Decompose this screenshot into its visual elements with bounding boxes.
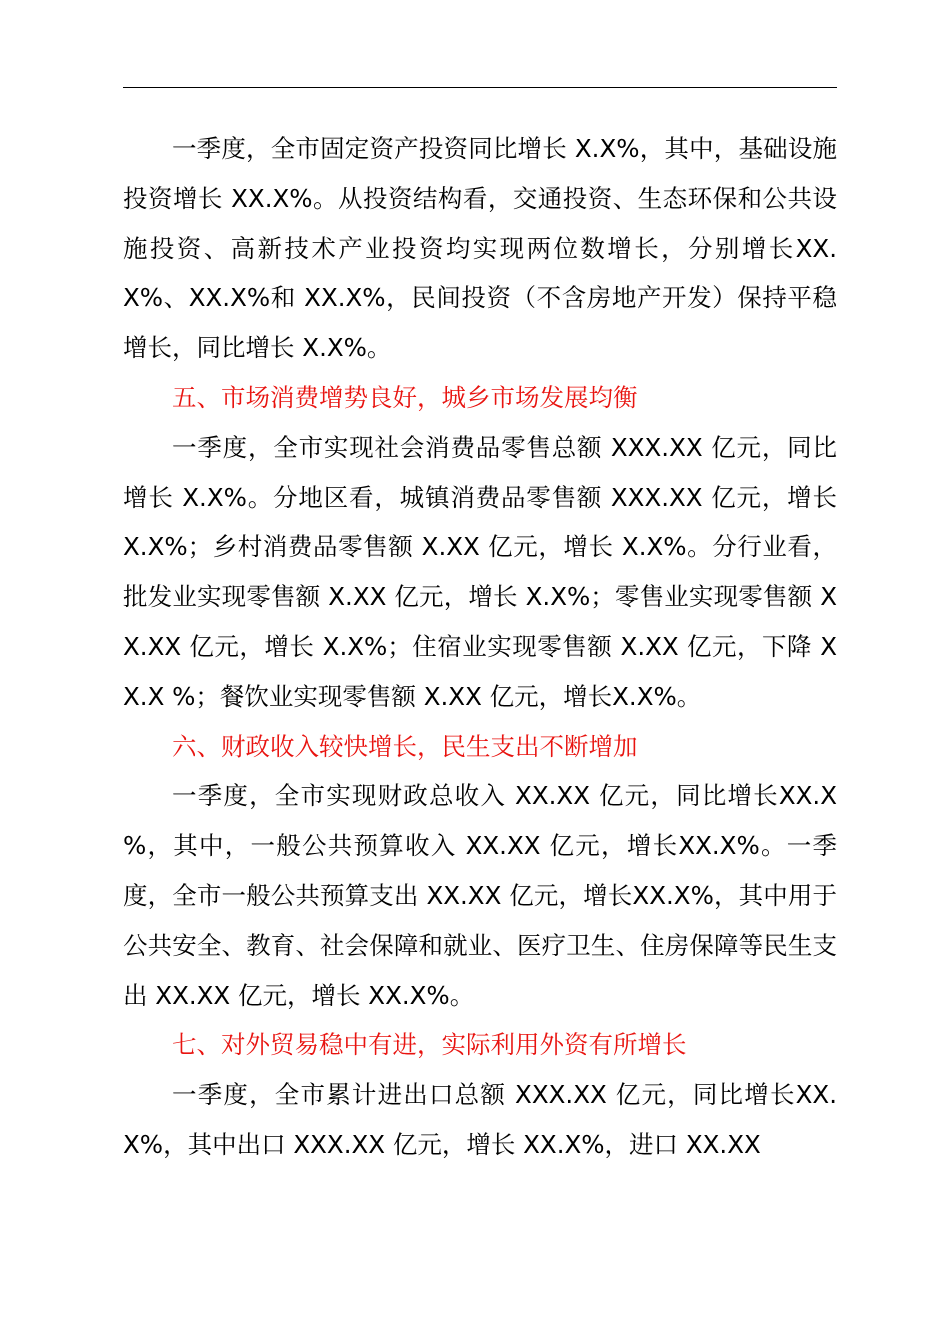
paragraph-fiscal-revenue: 一季度，全市实现财政总收入 XX.XX 亿元，同比增长XX.X %，其中，一般公共预算收入 XX.XX 亿元，增长XX.X%。一季度，全市一般公共预算支出 XX.XX 亿元，增长XX.X%，其中用于公共安全、教育、社会保障和就业、医疗卫生、住房保障等民生支出 XX.XX 亿元，增长 XX.X%。 — [123, 781, 837, 1010]
section-heading-foreign-trade: 七、对外贸易稳中有进，实际利用外资有所增长 — [172, 1030, 687, 1060]
section-heading-fiscal: 六、财政收入较快增长，民生支出不断增加 — [172, 731, 638, 761]
document-body — [123, 124, 837, 1170]
paragraph-foreign-trade: 一季度，全市累计进出口总额 XXX.XX 亿元，同比增长XX.X%，其中出口 XXX.XX 亿元，增长 XX.X%，进口 XX.XX — [123, 1080, 837, 1159]
section-heading-consumption: 五、市场消费增势良好，城乡市场发展均衡 — [172, 382, 638, 412]
paragraph-retail-sales: 一季度，全市实现社会消费品零售总额 XXX.XX 亿元，同比增长 X.X%。分地区看，城镇消费品零售额 XXX.XX 亿元，增长 X.X%；乡村消费品零售额 X.XX 亿元，增长 X.X%。分行业看，批发业实现零售额 X.XX 亿元，增长 X.X%；零售业实现零售额 XX.XX 亿元，增长 X.X%；住宿业实现零售额 X.XX 亿元，下降 XX.X %；餐饮业实现零售额 X.XX 亿元，增长X.X%。 — [123, 432, 837, 711]
header-rule — [123, 87, 837, 88]
paragraph-fixed-asset-investment: 一季度，全市固定资产投资同比增长 X.X%，其中，基础设施投资增长 XX.X%。从投资结构看，交通投资、生态环保和公共设施投资、高新技术产业投资均实现两位数增长，分别增长XX.X%、XX.X%和 XX.X%，民间投资（不含房地产开发）保持平稳增长，同比增长 X.X%。 — [123, 134, 837, 363]
